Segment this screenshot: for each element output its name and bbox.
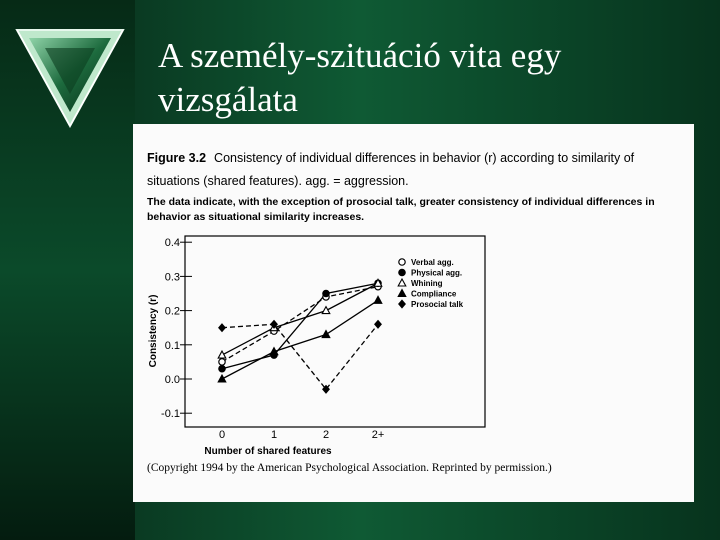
legend-label-1: Physical agg. xyxy=(411,268,463,278)
chart-legend xyxy=(398,258,463,309)
x-tick-label: 2 xyxy=(322,429,330,441)
data-point-4-0 xyxy=(219,324,226,332)
y-tick-label: 0.3 xyxy=(164,271,180,284)
y-tick-label: 0.2 xyxy=(164,305,180,318)
series-lines xyxy=(222,283,378,389)
y-axis-ticks xyxy=(161,237,192,420)
data-point-1-0 xyxy=(219,366,225,372)
figure-copyright: (Copyright 1994 by the American Psychological Association. Reprinted by permission.) xyxy=(147,462,552,474)
slide-title: A személy-szituáció vita egy vizsgálata xyxy=(158,36,562,119)
y-tick-label: 0.1 xyxy=(164,339,180,352)
x-axis-ticks xyxy=(219,429,384,441)
data-point-3-2 xyxy=(322,331,330,338)
x-tick-label: 1 xyxy=(270,429,278,441)
x-tick-label: 2+ xyxy=(371,429,385,441)
legend-marker-0 xyxy=(399,259,405,265)
legend-label-0: Verbal agg. xyxy=(411,258,454,267)
legend-label-2: Whining xyxy=(411,279,443,288)
figure-caption-text: Consistency of individual differences in behavior (r) according to similarity of xyxy=(214,151,635,165)
legend-marker-1 xyxy=(399,269,405,275)
data-point-3-3 xyxy=(374,296,382,303)
series-markers xyxy=(218,279,382,393)
data-point-2-2 xyxy=(322,307,330,314)
legend-label-4: Prosocial talk xyxy=(411,300,464,309)
data-point-4-3 xyxy=(375,320,382,328)
y-axis-title: Consistency (r) xyxy=(148,294,159,368)
series-line-3 xyxy=(222,300,378,379)
y-tick-label: -0.1 xyxy=(161,408,180,421)
figure-note-line-1: The data indicate, with the exception of prosocial talk, greater consistency of individual differences in xyxy=(147,196,655,208)
legend-marker-3 xyxy=(398,290,406,297)
x-axis-title: Number of shared features xyxy=(204,446,332,457)
y-tick-label: 0.0 xyxy=(164,374,180,386)
x-tick-label: 0 xyxy=(218,429,226,441)
legend-marker-2 xyxy=(398,279,406,286)
data-point-0-0 xyxy=(219,359,225,365)
data-point-2-0 xyxy=(218,351,226,358)
data-point-1-2 xyxy=(323,290,329,296)
figure-caption-line-2: situations (shared features). agg. = aggression. xyxy=(147,174,409,188)
legend-label-3: Compliance xyxy=(411,289,457,299)
series-line-2 xyxy=(222,283,378,355)
legend-marker-4 xyxy=(399,300,406,308)
data-point-3-0 xyxy=(218,375,226,382)
figure-label: Figure 3.2 xyxy=(147,151,207,165)
y-tick-label: 0.4 xyxy=(164,237,180,250)
figure-note-line-2: behavior as situational similarity increases. xyxy=(147,211,365,223)
series-line-4 xyxy=(222,324,378,389)
